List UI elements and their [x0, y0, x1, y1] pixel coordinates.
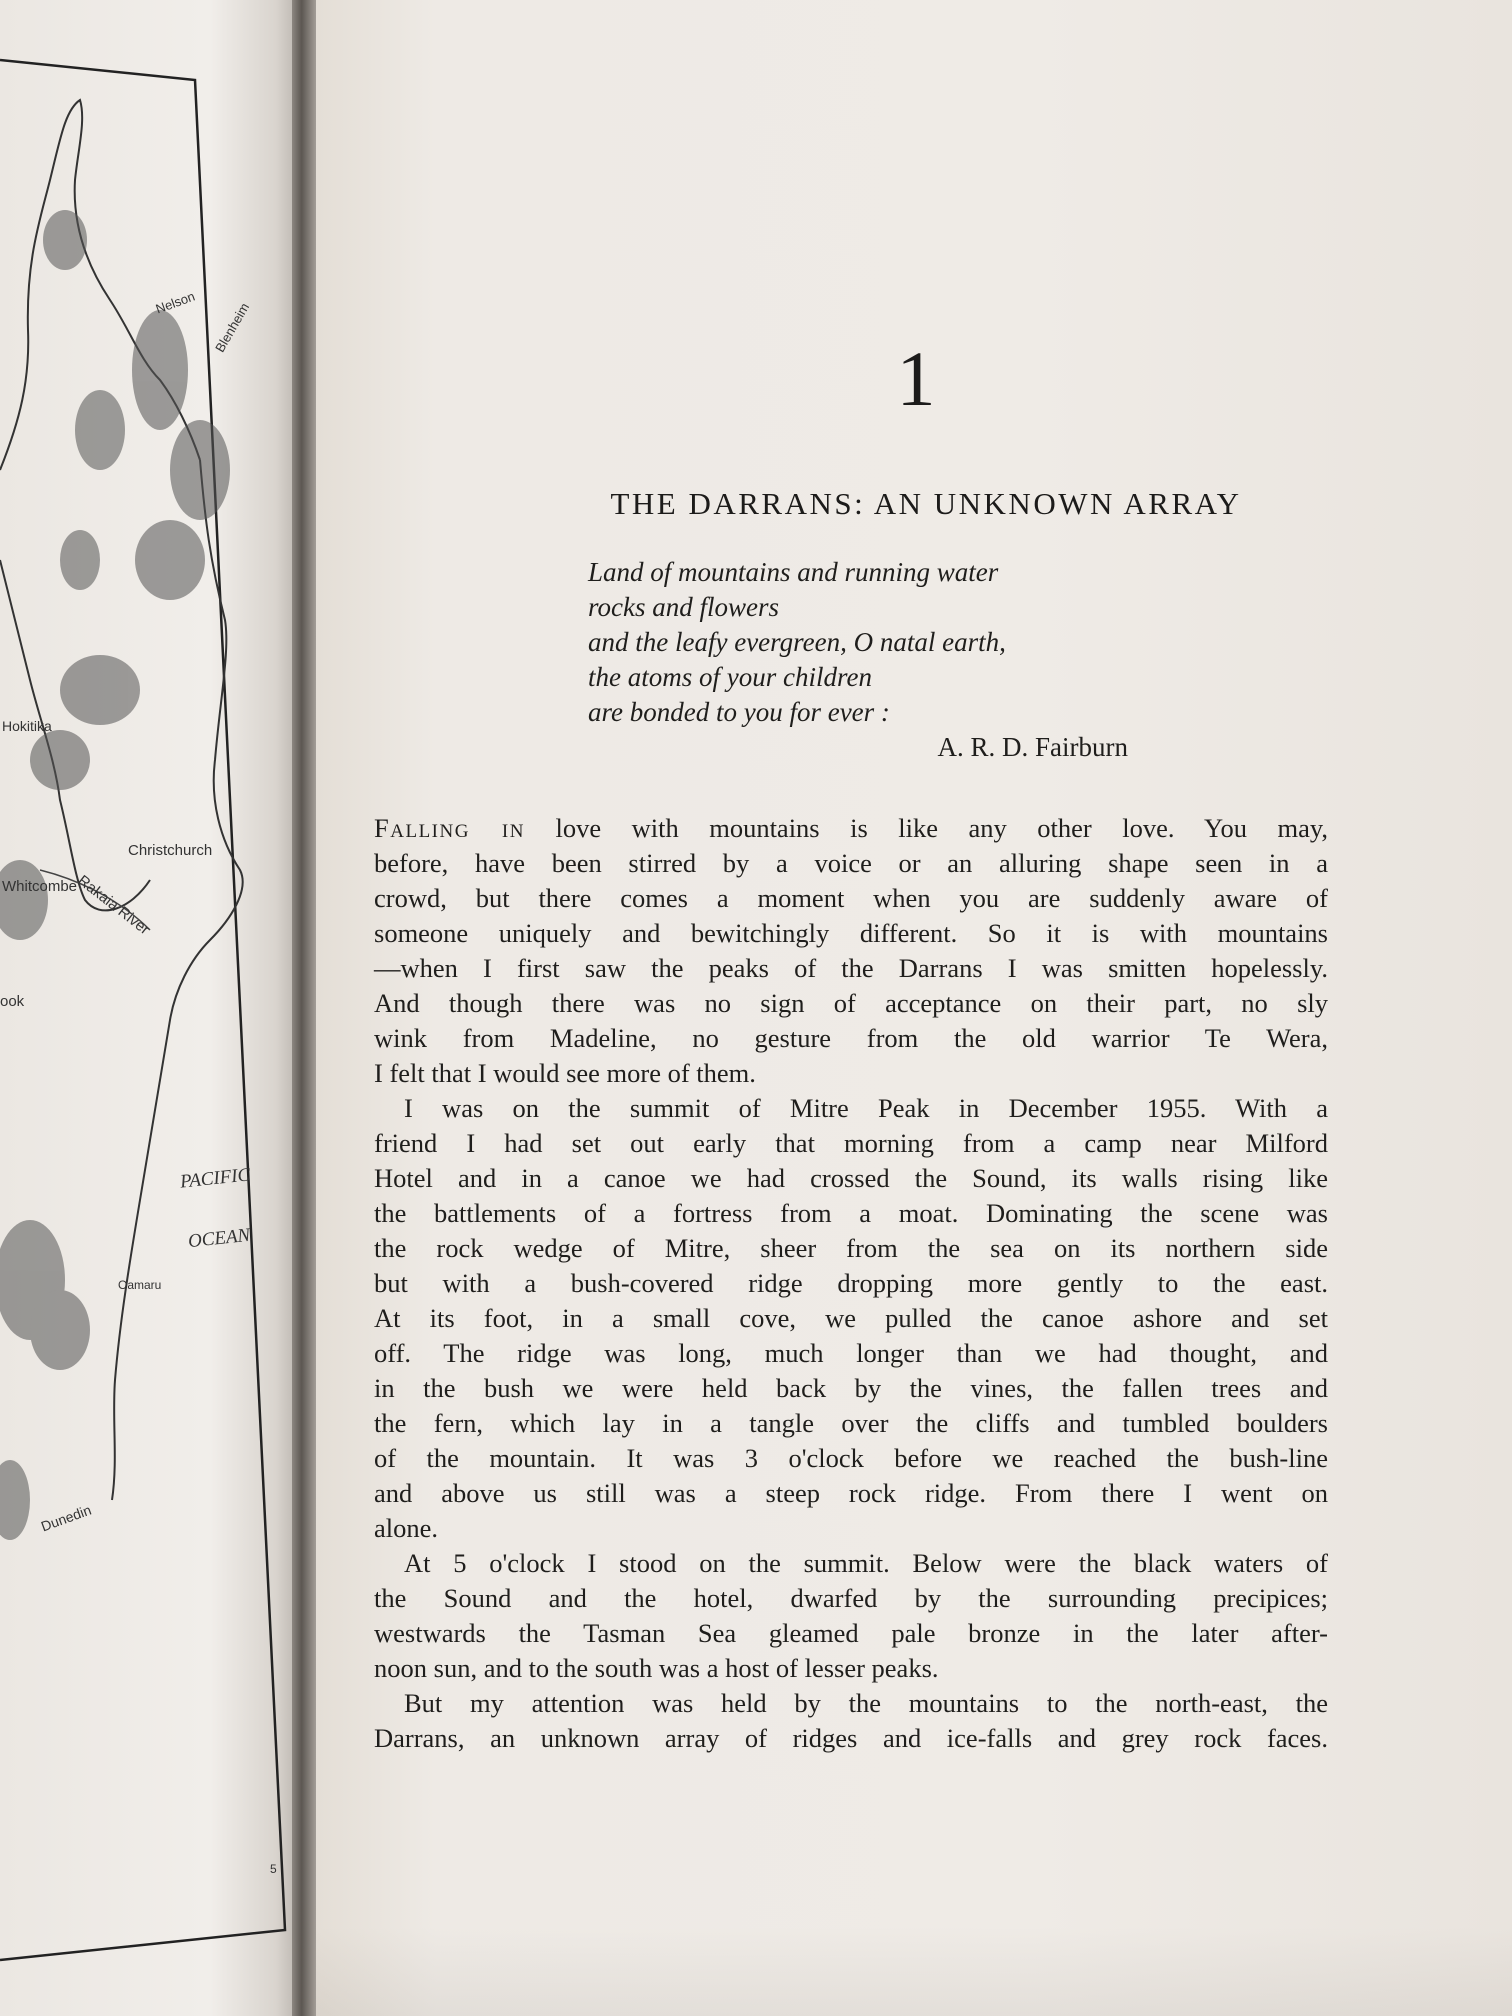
body-line: the battlements of a fortress from a moat. Dominating the scene was: [374, 1198, 1328, 1228]
body-line: someone uniquely and bewitchingly different. So it is with mountains: [374, 918, 1328, 948]
body-line: crowd, but there comes a moment when you are suddenly aware of: [374, 883, 1328, 913]
west-coastline: [0, 100, 200, 910]
map-label-christchurch: Christchurch: [128, 842, 213, 859]
right-page: [316, 0, 1512, 2016]
body-line: At 5 o'clock I stood on the summit. Below were the black waters of: [404, 1548, 1328, 1578]
body-line: alone.: [374, 1513, 439, 1543]
body-line: I was on the summit of Mitre Peak in December 1955. With a: [404, 1093, 1328, 1123]
map-label-ocean: OCEAN: [187, 1224, 252, 1253]
body-line: noon sun, and to the south was a host of lesser peaks.: [374, 1653, 939, 1683]
chapter-number: 1: [896, 335, 936, 422]
epigraph-line: rocks and flowers: [588, 592, 779, 622]
map-label-pacific: PACIFIC: [179, 1164, 252, 1193]
body-line: off. The ridge was long, much longer than we had thought, and: [374, 1338, 1328, 1368]
map-label-whitcombe: Whitcombe: [2, 878, 78, 895]
body-line: friend I had set out early that morning from a camp near Milford: [374, 1128, 1328, 1158]
epigraph-line: and the leafy evergreen, O natal earth,: [588, 627, 1006, 657]
epigraph-line: are bonded to you for ever :: [588, 697, 890, 727]
map-label-page-mark: 5: [270, 1862, 277, 1876]
body-line: the fern, which lay in a tangle over the cliffs and tumbled boulders: [374, 1408, 1328, 1438]
epigraph-line: Land of mountains and running water: [588, 557, 999, 587]
left-page: [0, 0, 300, 2016]
lead-smallcaps: Falling in: [374, 813, 525, 843]
body-line: of the mountain. It was 3 o'clock before we reached the bush-line: [374, 1443, 1328, 1473]
map-label-rakaia-river: Rakaia River: [74, 872, 153, 939]
map-label-hokitika: Hokitika: [2, 718, 52, 734]
body-line: and above us still was a steep rock ridge. From there I went on: [374, 1478, 1328, 1508]
body-line: But my attention was held by the mountains to the north-east, the: [404, 1688, 1328, 1718]
body-line: in the bush we were held back by the vines, the fallen trees and: [374, 1373, 1328, 1403]
chapter-title: THE DARRANS: AN UNKNOWN ARRAY: [610, 486, 1242, 521]
body-line: [374, 811, 1328, 846]
epigraph: [588, 555, 1128, 765]
body-text: [374, 811, 1328, 1756]
body-line: westwards the Tasman Sea gleamed pale bronze in the later after-: [374, 1618, 1328, 1648]
body-line: the rock wedge of Mitre, sheer from the sea on its northern side: [374, 1233, 1328, 1263]
body-line: Hotel and in a canoe we had crossed the Sound, its walls rising like: [374, 1163, 1328, 1193]
new-zealand-map: [0, 0, 300, 2016]
map-label-dunedin: Dunedin: [38, 1501, 94, 1535]
page-shadow: [316, 1926, 1512, 2016]
body-line-text: love with mountains is like any other love. You may,: [524, 813, 1328, 843]
map-label-nelson: Nelson: [153, 288, 197, 317]
body-line: And though there was no sign of acceptance on their part, no sly: [374, 988, 1328, 1018]
body-line: but with a bush-covered ridge dropping more gently to the east.: [374, 1268, 1328, 1298]
body-line: I felt that I would see more of them.: [374, 1058, 756, 1088]
book-gutter: [292, 0, 316, 2016]
epigraph-author: A. R. D. Fairburn: [937, 732, 1128, 762]
body-line: —when I first saw the peaks of the Darrans I was smitten hopelessly.: [374, 953, 1328, 983]
epigraph-line: the atoms of your children: [588, 662, 872, 692]
body-line: At its foot, in a small cove, we pulled the canoe ashore and set: [374, 1303, 1328, 1333]
map-label-cook: ook: [0, 993, 25, 1010]
map-label-oamaru: Oamaru: [118, 1278, 162, 1292]
east-coastline: [112, 460, 243, 1500]
body-line: Darrans, an unknown array of ridges and ice-falls and grey rock faces.: [374, 1723, 1328, 1753]
body-line: the Sound and the hotel, dwarfed by the surrounding precipices;: [374, 1583, 1328, 1613]
body-line: wink from Madeline, no gesture from the old warrior Te Wera,: [374, 1023, 1328, 1053]
body-line: before, have been stirred by a voice or an alluring shape seen in a: [374, 848, 1328, 878]
map-label-blenheim: Blenheim: [212, 300, 253, 355]
